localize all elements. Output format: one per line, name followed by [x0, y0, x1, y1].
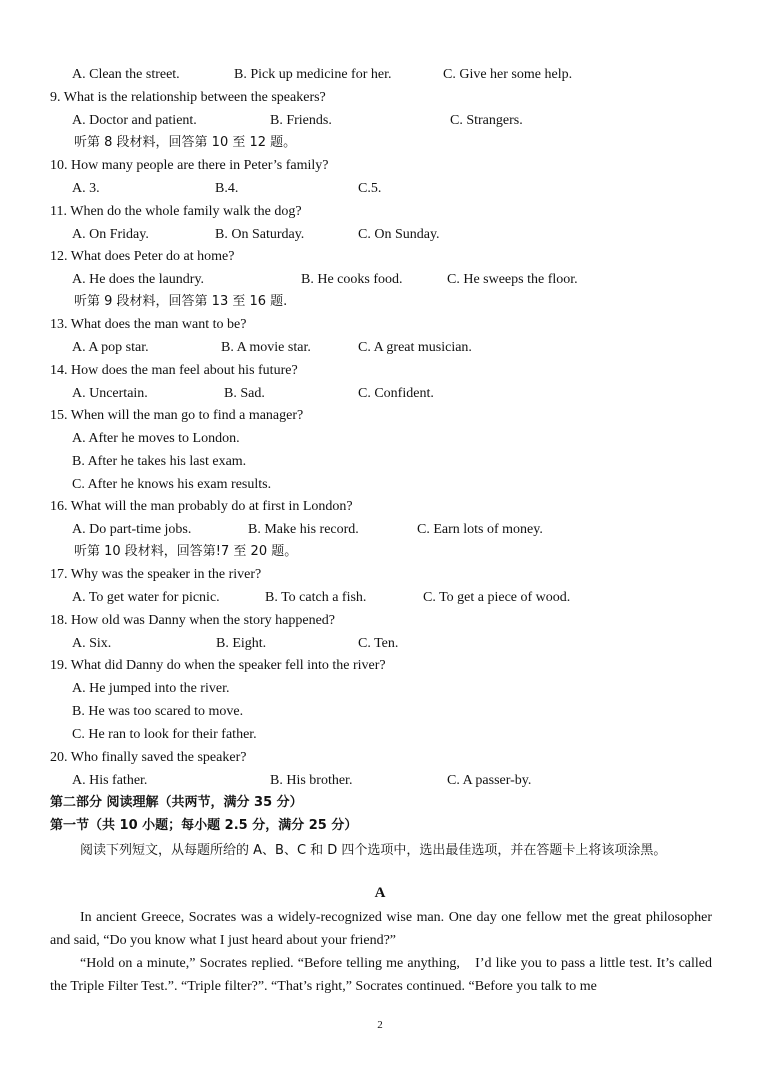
q19-option-b: B. He was too scared to move.	[72, 704, 244, 719]
q9-option-a: A. Doctor and patient.	[72, 113, 197, 128]
q20-option-c: C. A passer-by.	[447, 773, 532, 788]
q19-option-c: C. He ran to look for their father.	[72, 727, 257, 742]
q10-option-b: B.4.	[215, 181, 239, 196]
q16-option-b: B. Make his record.	[248, 522, 359, 537]
listening-instruction-9: 听第 9 段材料，回答第 13 至 16 题.	[74, 294, 288, 309]
q13-stem: 13. What does the man want to be?	[50, 317, 247, 332]
q14-option-a: A. Uncertain.	[72, 386, 148, 401]
q19-option-a: A. He jumped into the river.	[72, 681, 230, 696]
passage-paragraph-1: In ancient Greece, Socrates was a widely-recognized wise man. One day one fellow met the great philosopher and said, “Do you know what I just heard about your friend?”	[50, 910, 712, 948]
q15-option-c: C. After he knows his exam results.	[72, 477, 272, 492]
q17-stem: 17. Why was the speaker in the river?	[50, 567, 262, 582]
q15-stem: 15. When will the man go to find a manager?	[50, 408, 304, 423]
q14-stem: 14. How does the man feel about his future?	[50, 363, 298, 378]
q19-stem: 19. What did Danny do when the speaker fell into the river?	[50, 658, 386, 673]
listening-instruction-10: 听第 10 段材料，回答第!7 至 20 题。	[74, 544, 298, 559]
reading-instruction: 阅读下列短文，从每题所给的 A、B、C 和 D 四个选项中，选出最佳选项，并在答题卡上将该项涂黑。	[80, 843, 667, 858]
q9-stem: 9. What is the relationship between the speakers?	[50, 90, 326, 105]
passage-paragraph-2: “Hold on a minute,” Socrates replied. “Before telling me anything, I’d like you to pass a little test. It’s called the Triple Filter Test.”. “Triple filter?”. “That’s right,” Socrates continued. “Before you talk to me	[50, 956, 712, 994]
q18-stem: 18. How old was Danny when the story happened?	[50, 613, 335, 628]
part2-heading: 第二部分 阅读理解（共两节，满分 35 分）	[50, 795, 303, 810]
q14-option-c: C. Confident.	[358, 386, 434, 401]
q11-option-c: C. On Sunday.	[358, 227, 440, 242]
q20-option-a: A. His father.	[72, 773, 148, 788]
q12-option-c: C. He sweeps the floor.	[447, 272, 578, 287]
q16-option-c: C. Earn lots of money.	[417, 522, 543, 537]
q16-stem: 16. What will the man probably do at first in London?	[50, 499, 353, 514]
q9-option-b: B. Friends.	[270, 113, 332, 128]
q20-option-b: B. His brother.	[270, 773, 353, 788]
q12-stem: 12. What does Peter do at home?	[50, 249, 235, 264]
q8-option-b: B. Pick up medicine for her.	[234, 67, 392, 82]
q10-option-a: A. 3.	[72, 181, 100, 196]
section1-heading: 第一节（共 10 小题；每小题 2.5 分，满分 25 分）	[50, 818, 358, 833]
q20-stem: 20. Who finally saved the speaker?	[50, 750, 247, 765]
q13-option-c: C. A great musician.	[358, 340, 472, 355]
q18-option-c: C. Ten.	[358, 636, 399, 651]
page-number: 2	[377, 1019, 383, 1031]
q12-option-a: A. He does the laundry.	[72, 272, 205, 287]
passage-title: A	[374, 885, 386, 901]
q15-option-b: B. After he takes his last exam.	[72, 454, 247, 469]
q14-option-b: B. Sad.	[224, 386, 265, 401]
q10-option-c: C.5.	[358, 181, 382, 196]
q8-option-c: C. Give her some help.	[443, 67, 573, 82]
q16-option-a: A. Do part-time jobs.	[72, 522, 192, 537]
q8-option-a: A. Clean the street.	[72, 67, 180, 82]
q13-option-a: A. A pop star.	[72, 340, 149, 355]
q17-option-c: C. To get a piece of wood.	[423, 590, 571, 605]
q18-option-b: B. Eight.	[216, 636, 267, 651]
q13-option-b: B. A movie star.	[221, 340, 311, 355]
q15-option-a: A. After he moves to London.	[72, 431, 240, 446]
q11-option-b: B. On Saturday.	[215, 227, 305, 242]
q11-option-a: A. On Friday.	[72, 227, 149, 242]
q12-option-b: B. He cooks food.	[301, 272, 403, 287]
q10-stem: 10. How many people are there in Peter’s family?	[50, 158, 329, 173]
q17-option-b: B. To catch a fish.	[265, 590, 367, 605]
q17-option-a: A. To get water for picnic.	[72, 590, 220, 605]
q9-option-c: C. Strangers.	[450, 113, 523, 128]
q18-option-a: A. Six.	[72, 636, 112, 651]
listening-instruction-8: 听第 8 段材料，回答第 10 至 12 题。	[74, 135, 297, 150]
q11-stem: 11. When do the whole family walk the dog?	[50, 204, 302, 219]
